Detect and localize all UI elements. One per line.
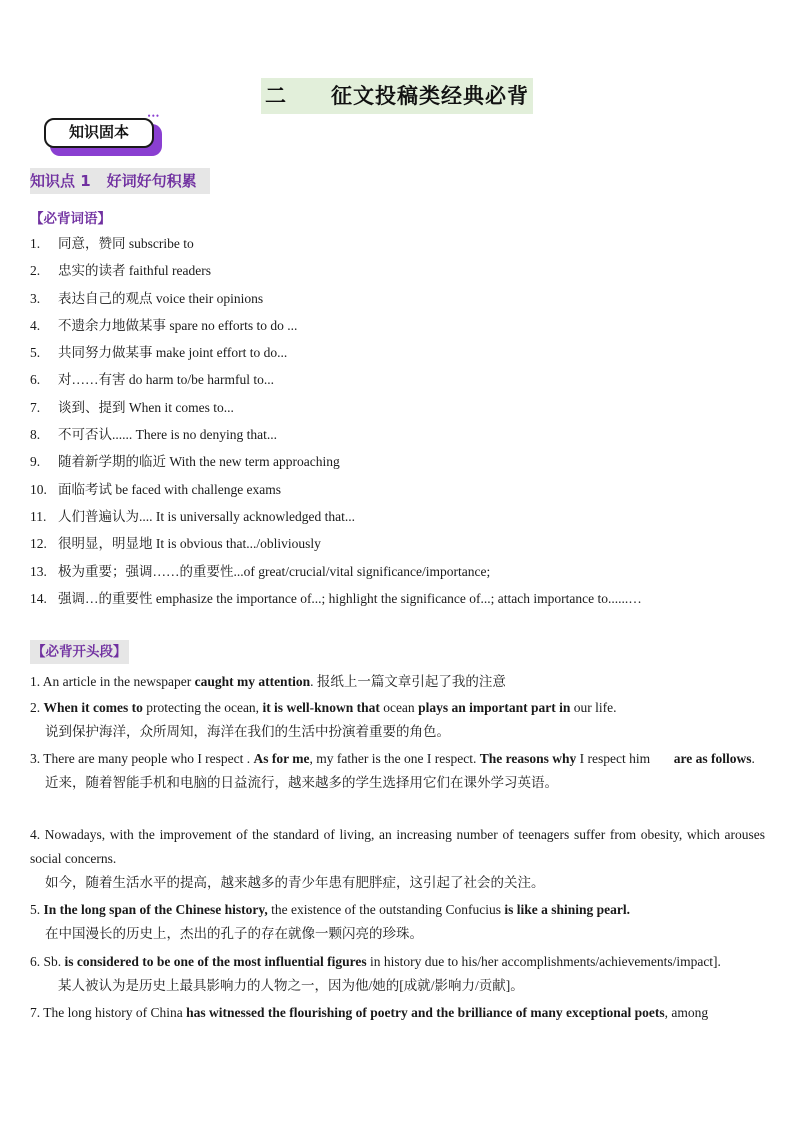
bold-run: In the long span of the Chinese history,: [43, 902, 268, 917]
list-item: [30, 423, 770, 450]
item-number: 3.: [30, 290, 41, 306]
list-item: [30, 587, 770, 614]
text-run: , my father is the one I respect.: [309, 751, 480, 766]
list-item: [30, 259, 770, 286]
bold-run: is considered to be one of the most influential figures: [64, 954, 367, 969]
list-item: [30, 341, 770, 368]
text-run: 5.: [30, 902, 44, 917]
item-text: 不可否认...... There is no denying that...: [58, 427, 277, 443]
list-item: [30, 478, 770, 505]
list-item: [30, 314, 770, 341]
item-text: 对……有害 do harm to/be harmful to...: [58, 372, 274, 388]
bold-run: As for me: [253, 751, 310, 766]
badge-dots-icon: •••: [147, 111, 160, 121]
title-number: 二: [265, 84, 287, 108]
section-badge: [44, 111, 164, 158]
opening-1: [30, 670, 765, 694]
item-text: 人们普遍认为.... It is universally acknowledged that...: [58, 508, 355, 524]
opening-6: [30, 950, 765, 998]
text-run: the existence of the outstanding Confucius: [267, 902, 505, 917]
opening-7: [30, 1001, 765, 1025]
list-item: [30, 532, 770, 559]
item-text: 不遗余力地做某事 spare no efforts to do ...: [58, 317, 298, 333]
item-number: 1.: [30, 236, 41, 251]
list-item: [30, 505, 770, 532]
knowledge-point-label: 知识点 1: [30, 172, 91, 190]
knowledge-point-topic: 好词好句积累: [106, 172, 197, 190]
text-run: 2.: [30, 700, 44, 715]
list-item: [30, 560, 770, 587]
item-text: 面临考试 be faced with challenge exams: [58, 481, 282, 497]
item-text: 忠实的读者 faithful readers: [58, 263, 211, 279]
item-text: 谈到、提到 When it comes to...: [58, 399, 234, 415]
text-run: 3. There are many people who I respect .: [30, 751, 254, 766]
text-run: 6. Sb.: [30, 954, 65, 969]
item-number: 11.: [30, 508, 47, 524]
item-number: 6.: [30, 372, 41, 388]
translation: 如今，随着生活水平的提高，越来越多的青少年患有肥胖症，这引起了社会的关注。: [45, 875, 545, 890]
bold-run: caught my attention: [194, 674, 311, 689]
page-title: [261, 78, 533, 114]
bold-run: are as follows: [673, 751, 752, 766]
list-item: [30, 287, 770, 314]
text-run: , among: [664, 1005, 709, 1020]
item-number: 2.: [30, 263, 41, 279]
opening-2: [30, 696, 765, 744]
text-run: in history due to his/her accomplishments/achievements/impact].: [366, 954, 721, 969]
item-text: 同意，赞同 subscribe to: [58, 236, 194, 251]
item-text: 很明显，明显地 It is obvious that.../obliviously: [58, 536, 321, 552]
item-number: 9.: [30, 454, 41, 470]
page-title-wrap: [0, 78, 794, 114]
translation: 在中国漫长的历史上，杰出的孔子的存在就像一颗闪亮的珍珠。: [45, 926, 423, 941]
list-item: [30, 396, 770, 423]
text-run: protecting the ocean,: [142, 700, 263, 715]
translation: 近来，随着智能手机和电脑的日益流行，越来越多的学生选择用它们在课外学习英语。: [45, 775, 558, 790]
translation: 某人被认为是历史上最具影响力的人物之一，因为他/她的[成就/影响力/贡献]。: [58, 978, 524, 993]
item-number: 4.: [30, 317, 41, 333]
item-number: 14.: [30, 590, 47, 606]
opening-4: [30, 823, 765, 895]
item-number: 8.: [30, 427, 41, 443]
text-run: our life.: [570, 700, 617, 715]
list-item: [30, 368, 770, 395]
text-run: 1. An article in the newspaper: [30, 674, 195, 689]
list-item: [30, 450, 770, 477]
item-text: 强调…的重要性 emphasize the importance of...; highlight the significance of...; attach importance to......…: [58, 590, 642, 606]
knowledge-point-heading: [30, 168, 210, 194]
bold-run: it is well-known that: [262, 700, 380, 715]
english-text: 4. Nowadays, with the improvement of the standard of living, an increasing number of teenagers suffer from obesity, which arouses social concerns.: [30, 827, 765, 866]
translation: 说到保护海洋，众所周知，海洋在我们的生活中扮演着重要的角色。: [45, 724, 450, 739]
bold-run: has witnessed the flourishing of poetry and the brilliance of many exceptional poets: [186, 1005, 665, 1020]
section-vocab-heading: 【必背词语】: [30, 211, 111, 227]
text-run: 7. The long history of China: [30, 1005, 187, 1020]
bold-run: When it comes to: [43, 700, 143, 715]
bold-run: is like a shining pearl.: [504, 902, 631, 917]
list-item: [30, 232, 770, 259]
item-number: 12.: [30, 536, 47, 552]
badge-text: 知识固本: [68, 123, 129, 141]
text-run: . 报纸上一篇文章引起了我的注意: [310, 674, 506, 689]
bold-run: plays an important part in: [418, 700, 571, 715]
item-number: 13.: [30, 563, 47, 579]
opening-5: [30, 898, 765, 946]
vocab-list: [30, 232, 770, 614]
item-number: 5.: [30, 345, 41, 361]
item-number: 7.: [30, 399, 41, 415]
badge-label: [44, 118, 154, 148]
item-text: 共同努力做某事 make joint effort to do...: [58, 345, 288, 361]
opening-3: [30, 747, 765, 795]
item-number: 10.: [30, 481, 47, 497]
item-text: 随着新学期的临近 With the new term approaching: [58, 454, 340, 470]
bold-run: The reasons why: [479, 751, 577, 766]
item-text: 表达自己的观点 voice their opinions: [58, 290, 264, 306]
title-text: 征文投稿类经典必背: [331, 84, 529, 108]
text-run: .: [751, 751, 755, 766]
item-text: 极为重要；强调……的重要性...of great/crucial/vital significance/importance;: [58, 563, 491, 579]
text-run: ocean: [379, 700, 419, 715]
text-run: I respect him: [576, 751, 674, 766]
section-openings-heading: 【必背开头段】: [30, 640, 129, 664]
